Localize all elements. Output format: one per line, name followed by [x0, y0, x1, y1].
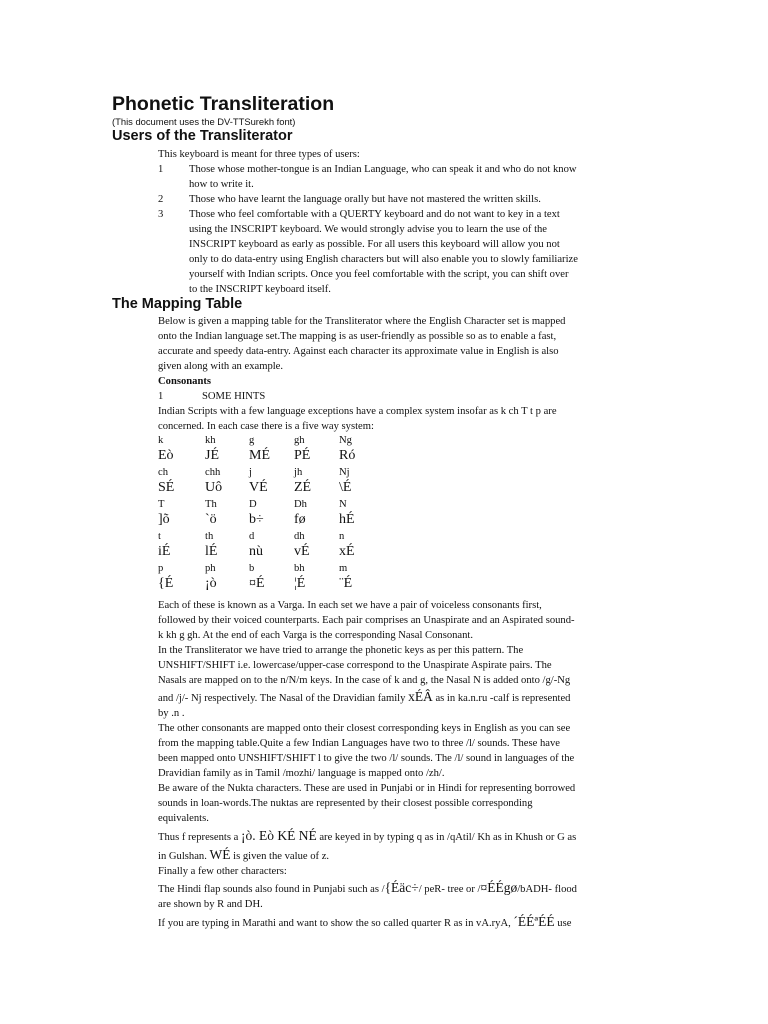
- varga-key: d: [249, 531, 255, 542]
- list-item-number: 2: [158, 194, 164, 205]
- list-item-number: 1: [158, 164, 164, 175]
- dravidian-text: and /j/- Nj respectively. The Nasal of the Dravidian family: [158, 693, 409, 704]
- flap-text-end: /bADH- flood: [517, 884, 577, 895]
- list-item-line: INSCRIPT keyboard as early as possible. For all users this keyboard will allow you not: [189, 239, 560, 250]
- users-intro-text: This keyboard is meant for three types of users:: [158, 149, 360, 160]
- varga-glyph: JÉ: [205, 448, 219, 463]
- paragraph-line: In the Transliterator we have tried to arrange the phonetic keys as per this pattern. The: [158, 645, 524, 656]
- hints-number: 1: [158, 391, 164, 402]
- list-item-line: yourself with Indian scripts. Once you feel comfortable with the script, you can shift over: [189, 269, 569, 280]
- varga-glyph: MÉ: [249, 448, 270, 463]
- section-heading-mapping: The Mapping Table: [112, 296, 243, 312]
- paragraph-line: equivalents.: [158, 813, 209, 824]
- varga-key: t: [158, 531, 161, 542]
- paragraph-line: concerned. In each case there is a five way system:: [158, 421, 374, 432]
- gulshan-text-cont: is given the value of z.: [230, 851, 330, 862]
- marathi-text: If you are typing in Marathi and want to show the so called quarter R as in vA.ryA,: [158, 918, 514, 929]
- varga-glyph: SÉ: [158, 480, 175, 495]
- varga-glyph: vÉ: [294, 544, 310, 559]
- paragraph-line: Dravidian family as in Tamil /mozhi/ language is mapped onto /zh/.: [158, 768, 445, 779]
- users-intro: [158, 147, 658, 162]
- dravidian-nasal-glyph: xÉÂ: [408, 689, 433, 704]
- varga-key: bh: [294, 563, 305, 574]
- marathi-line: [158, 912, 658, 931]
- varga-key: ch: [158, 467, 168, 478]
- varga-key: m: [339, 563, 348, 574]
- varga-key: k: [158, 435, 164, 446]
- list-item-line: Those who feel comfortable with a QUERTY keyboard and do not want to key in a text: [189, 209, 560, 220]
- paragraph-line: Each of these is known as a Varga. In each set we have a pair of voiceless consonants first,: [158, 600, 542, 611]
- list-item-line: Those who have learnt the language orally but have not mastered the written skills.: [189, 194, 541, 205]
- list-item-line: using the INSCRIPT keyboard. We would strongly advise you to learn the use of the: [189, 224, 548, 235]
- mapping-intro: [158, 314, 658, 434]
- varga-glyph: `ö: [205, 512, 217, 527]
- nukta-line: [158, 826, 658, 845]
- nukta-text-cont: are keyed in by typing q as in /qAtil/ Kh as in Khush or G as: [316, 832, 577, 843]
- gulshan-line: [158, 845, 658, 864]
- varga-key: b: [249, 563, 255, 574]
- varga-glyph: Uô: [205, 480, 223, 495]
- vArya-glyph: ´ÉÉªÉÉ: [513, 914, 555, 929]
- varga-key: T: [158, 499, 165, 510]
- paragraph-line: been mapped onto UNSHIFT/SHIFT l to give the two /l/ sounds. The /l/ sound in languages of the: [158, 753, 575, 764]
- section-heading-users: Users of the Transliterator: [112, 128, 293, 144]
- varga-key: ph: [205, 563, 216, 574]
- varga-glyph: ¦É: [294, 576, 306, 591]
- page-title: Phonetic Transliteration: [112, 93, 335, 115]
- paragraph-line: given along with an example.: [158, 361, 284, 372]
- paragraph-line: Below is given a mapping table for the Transliterator where the English Character set is mapped: [158, 316, 566, 327]
- consonants-label: Consonants: [158, 376, 211, 387]
- hints-heading: [158, 389, 658, 404]
- paragraph-line: from the mapping table.Quite a few Indian Languages have two to three /l/ sounds. These have: [158, 738, 560, 749]
- varga-key: g: [249, 435, 255, 446]
- users-list: [158, 162, 658, 297]
- varga-key: gh: [294, 435, 305, 446]
- font-note: (This document uses the DV-TTSurekh font): [112, 116, 296, 127]
- varga-glyph: hÉ: [339, 512, 355, 527]
- nukta-glyphs: ¡ò. Eò KÉ NÉ: [240, 828, 317, 843]
- nukta-text: Thus f represents a: [158, 832, 241, 843]
- varga-glyph: Ró: [339, 448, 356, 463]
- varga-glyph: ¡ò: [205, 576, 217, 591]
- paragraph-line: UNSHIFT/SHIFT i.e. lowercase/upper-case correspond to the Unaspirate Aspirate pairs. The: [158, 660, 552, 671]
- varga-key: Nj: [339, 467, 350, 478]
- dravidian-line: [158, 688, 658, 706]
- varga-key: D: [249, 499, 257, 510]
- paragraph-line: Finally a few other characters:: [158, 866, 287, 877]
- paragraph-line: k kh g gh. At the end of each Varga is the corresponding Nasal Consonant.: [158, 630, 474, 641]
- varga-glyph: xÉ: [339, 544, 355, 559]
- varga-key: jh: [294, 467, 303, 478]
- flap-text-mid: / peR- tree or /: [418, 884, 481, 895]
- paragraph-line: followed by their voiced counterparts. Each pair comprises an Unaspirate and an Aspirated sound-: [158, 615, 575, 626]
- peR-glyph: {Éäc÷: [384, 880, 419, 895]
- paragraph-line: Indian Scripts with a few language exceptions have a complex system insofar as k ch T t p are: [158, 406, 557, 417]
- varga-key: kh: [205, 435, 216, 446]
- list-item: [158, 207, 658, 297]
- varga-glyph: fø: [294, 512, 306, 527]
- list-item-number: 3: [158, 209, 164, 220]
- varga-explanation: [158, 598, 658, 931]
- marathi-text-end: use: [554, 918, 572, 929]
- varga-glyph: ¤É: [249, 576, 265, 591]
- flap-line: [158, 879, 658, 897]
- varga-glyph: ¨É: [339, 576, 353, 591]
- varga-glyph: VÉ: [249, 480, 268, 495]
- varga-glyph: Eò: [158, 448, 174, 463]
- varga-key: n: [339, 531, 345, 542]
- hints-label: SOME HINTS: [202, 391, 266, 402]
- varga-glyph: {É: [158, 576, 174, 591]
- list-item-line: to the INSCRIPT keyboard itself.: [189, 284, 331, 295]
- varga-glyph: lÉ: [205, 544, 218, 559]
- varga-glyph: ZÉ: [294, 480, 312, 495]
- varga-key: Ng: [339, 435, 352, 446]
- varga-key: Dh: [294, 499, 307, 510]
- list-item-line: only to do data-entry using English characters but will also enable you to slowly familiarize: [189, 254, 578, 265]
- list-item: [158, 192, 658, 207]
- varga-glyph: \É: [339, 480, 352, 495]
- varga-glyph: ]õ: [158, 512, 170, 527]
- list-item-line: Those whose mother-tongue is an Indian Language, who can speak it and who do not know: [189, 164, 577, 175]
- varga-key: p: [158, 563, 164, 574]
- varga-key: Th: [205, 499, 217, 510]
- paragraph-line: sounds in loan-words.The nuktas are represented by their closest possible corresponding: [158, 798, 533, 809]
- varga-glyph: PÉ: [294, 448, 311, 463]
- paragraph-line: onto the Indian language set.The mapping is as user-friendly as possible so as to enable a fast,: [158, 331, 557, 342]
- varga-key: dh: [294, 531, 305, 542]
- varga-key: N: [339, 499, 347, 510]
- varga-glyph: nù: [249, 544, 263, 559]
- paragraph-line: The other consonants are mapped onto their closest corresponding keys in English as you can see: [158, 723, 571, 734]
- paragraph-line: by .n .: [158, 708, 185, 719]
- gulshan-text: in Gulshan.: [158, 851, 210, 862]
- varga-key: j: [249, 467, 252, 478]
- dravidian-text-cont: as in ka.n.ru -calf is represented: [432, 693, 571, 704]
- varga-key: th: [205, 531, 214, 542]
- list-item-line: how to write it.: [189, 179, 254, 190]
- paragraph-line: accurate and speedy data-entry. Against each character its approximate value in English is also: [158, 346, 559, 357]
- flap-text: The Hindi flap sounds also found in Punjabi such as /: [158, 884, 385, 895]
- paragraph-line: Nasals are mapped on to the n/N/m keys. In the case of k and g, the Nasal N is added onto /g/-Ng: [158, 675, 571, 686]
- paragraph-line: are shown by R and DH.: [158, 899, 263, 910]
- varga-glyph: iÉ: [158, 544, 171, 559]
- varga-key: chh: [205, 467, 221, 478]
- list-item: [158, 162, 658, 192]
- z-glyph: WÉ: [209, 847, 231, 862]
- varga-glyph: b÷: [249, 512, 264, 527]
- paragraph-line: Be aware of the Nukta characters. These are used in Punjabi or in Hindi for representing borrowed: [158, 783, 576, 794]
- bADH-glyph: ¤ÉÉgø: [480, 880, 518, 895]
